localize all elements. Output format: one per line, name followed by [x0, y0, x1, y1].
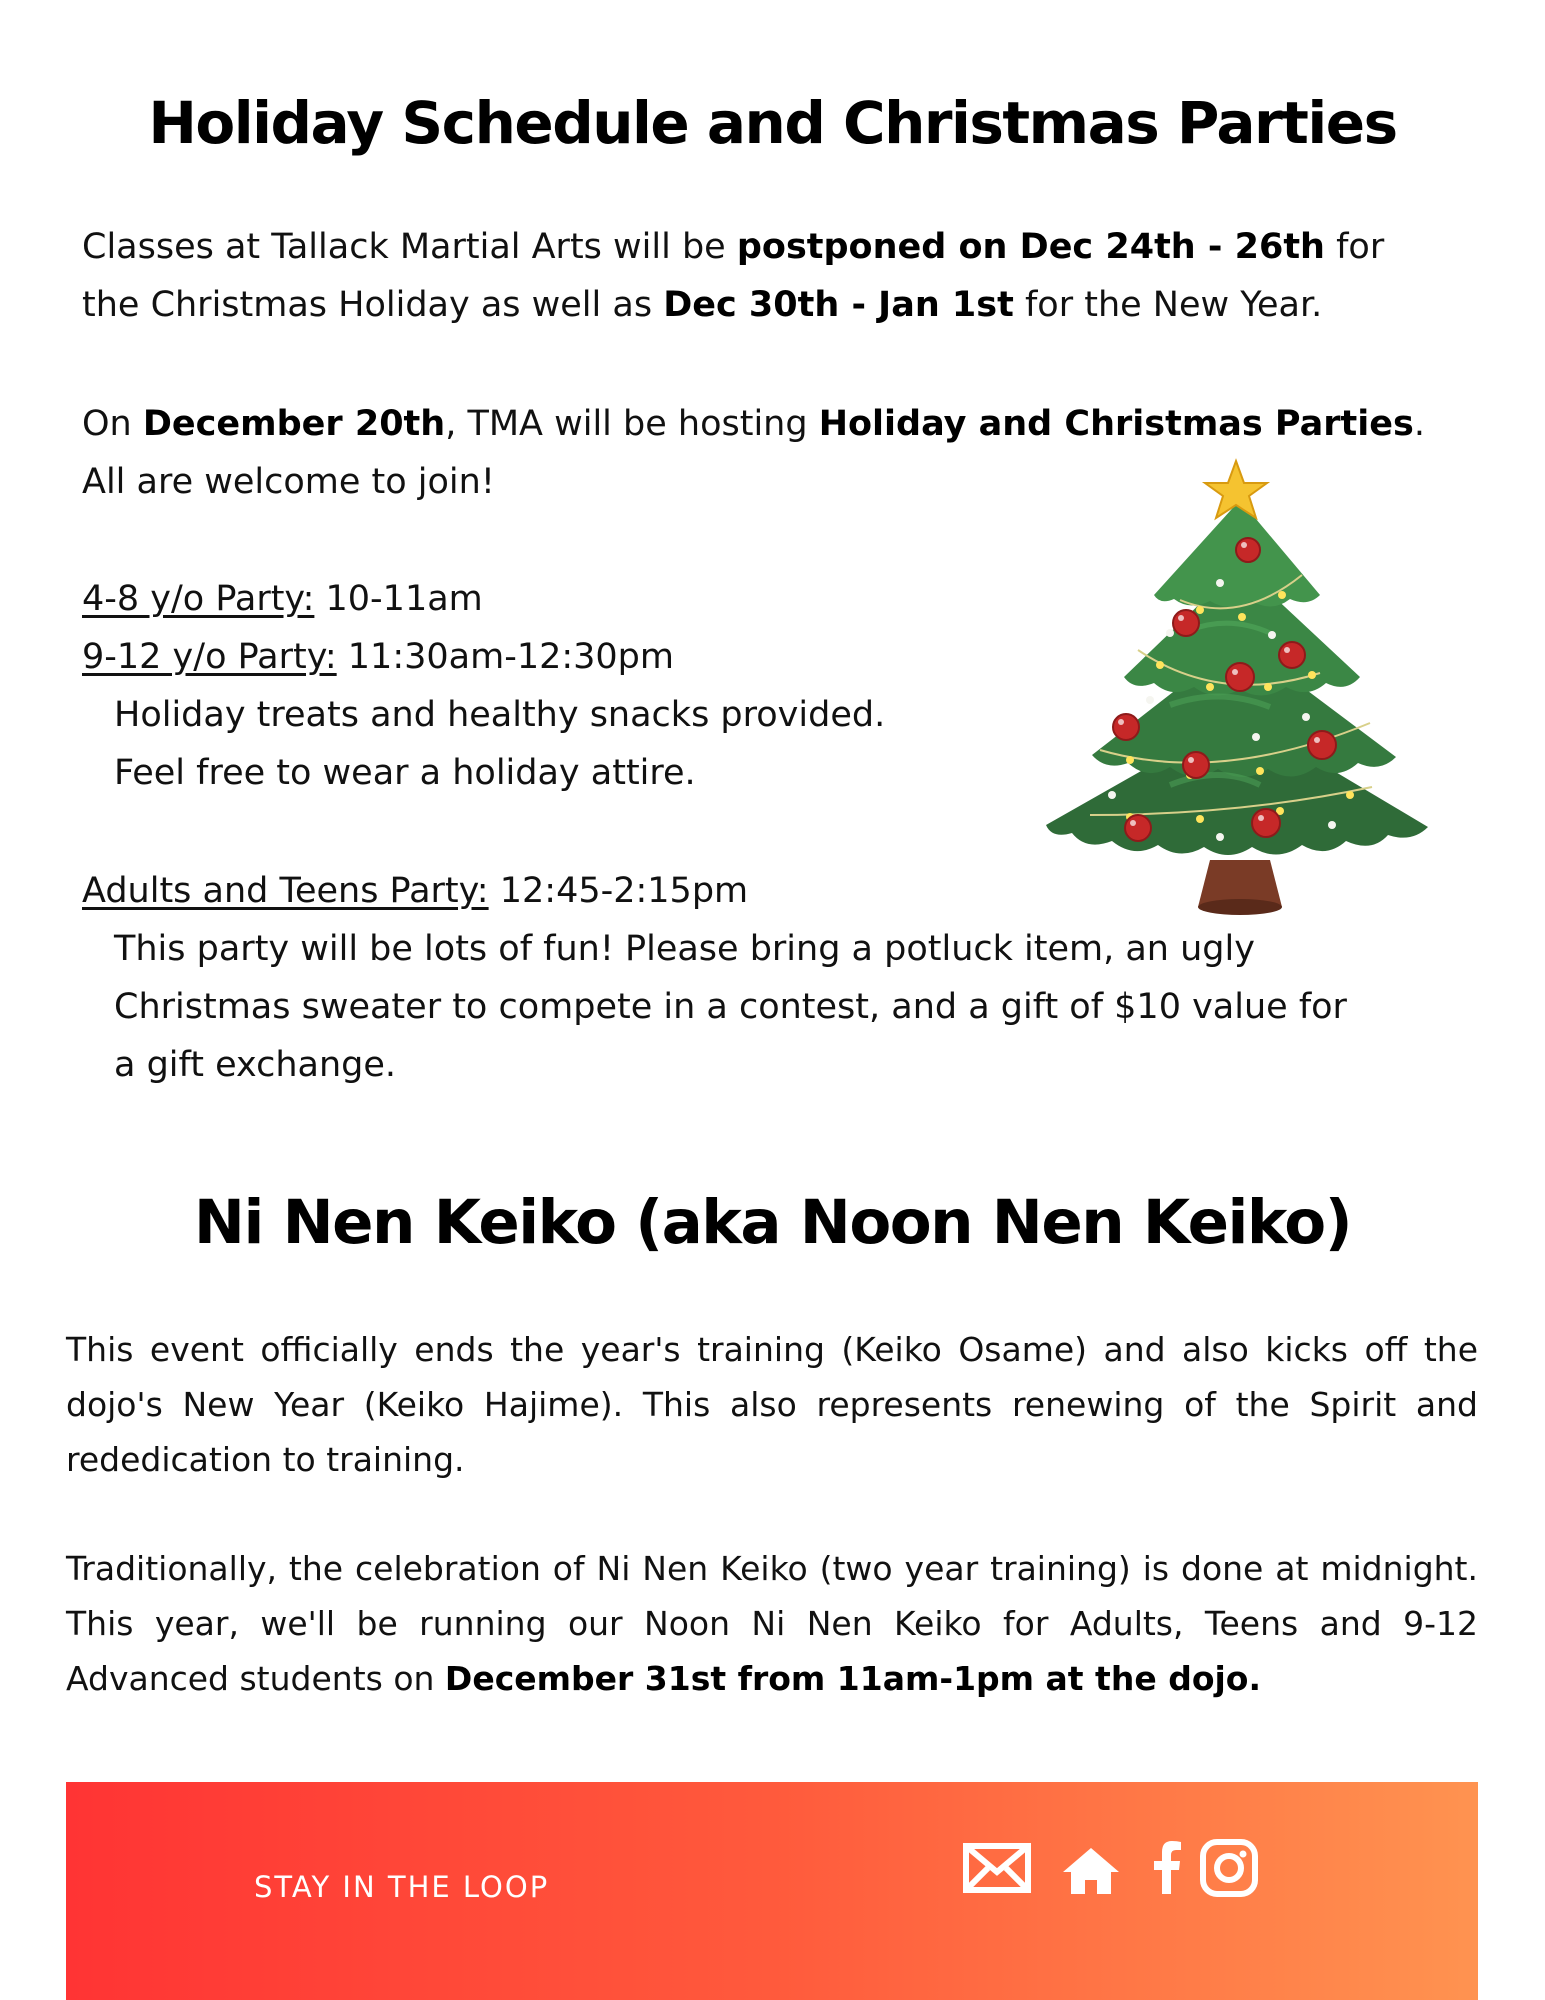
adults-party-description: a gift exchange. [114, 1045, 397, 1085]
party-name: Holiday and Christmas Parties [818, 404, 1414, 444]
ni-nen-keiko-schedule [66, 1541, 1478, 1706]
attire-note: Feel free to wear a holiday attire. [114, 753, 696, 793]
closure-text: for [1324, 227, 1385, 267]
instagram-icon[interactable] [1198, 1828, 1260, 1908]
closure-text: for the New Year. [1013, 285, 1323, 325]
party-intro-text: On [82, 404, 143, 444]
adults-party-description: Christmas sweater to compete in a contest, and a gift of $10 value for [114, 987, 1347, 1027]
closure-text: the Christmas Holiday as well as [82, 285, 664, 325]
ni-nen-keiko-description: This event officially ends the year's training (Keiko Osame) and also kicks off the dojo's New Year (Keiko Hajime). This also represents renewing of the Spirit and rededication to training. [66, 1330, 1478, 1479]
closure-paragraph [82, 218, 1384, 334]
party-intro-text: , TMA will be hosting [445, 404, 819, 444]
home-icon[interactable] [1059, 1828, 1123, 1908]
closure-dates-newyear: Dec 30th - Jan 1st [663, 285, 1014, 325]
mail-icon[interactable] [962, 1828, 1032, 1908]
closure-dates-christmas: postponed on Dec 24th - 26th [736, 227, 1325, 267]
youth-party-line [82, 628, 885, 686]
kids-party-label: 4-8 y/o Party: [82, 579, 315, 619]
facebook-icon[interactable] [1145, 1828, 1185, 1908]
closure-text: Classes at Tallack Martial Arts will be [82, 227, 737, 267]
adults-party-description: This party will be lots of fun! Please bring a potluck item, an ugly [114, 929, 1255, 969]
christmas-tree-icon [1020, 455, 1460, 925]
event-date-time: December 31st from 11am-1pm at the dojo. [444, 1659, 1262, 1698]
adults-party-time: 12:45-2:15pm [488, 871, 749, 911]
party-date: December 20th [142, 404, 446, 444]
adults-party-label: Adults and Teens Party: [82, 871, 489, 911]
kids-party-time: 10-11am [314, 579, 483, 619]
youth-party-time: 11:30am-12:30pm [336, 637, 674, 677]
footer-banner [66, 1782, 1478, 2000]
page-title: Holiday Schedule and Christmas Parties [148, 89, 1397, 157]
welcome-line: All are welcome to join! [82, 462, 495, 502]
party-schedule [82, 570, 885, 802]
youth-party-label: 9-12 y/o Party: [82, 637, 337, 677]
schedule-text: Traditionally, the celebration of Ni Nen Keiko (two year training) is done at midnight. This year, we'll be running our Noon Ni Nen Keiko for Adults, Teens and 9-12 Advanced students on [66, 1549, 1478, 1698]
footer-label: STAY IN THE LOOP [254, 1870, 550, 1904]
section-title: Ni Nen Keiko (aka Noon Nen Keiko) [193, 1187, 1352, 1258]
kids-party-line [82, 570, 885, 628]
treats-note: Holiday treats and healthy snacks provided. [114, 695, 886, 735]
party-intro-text: . [1413, 404, 1425, 444]
